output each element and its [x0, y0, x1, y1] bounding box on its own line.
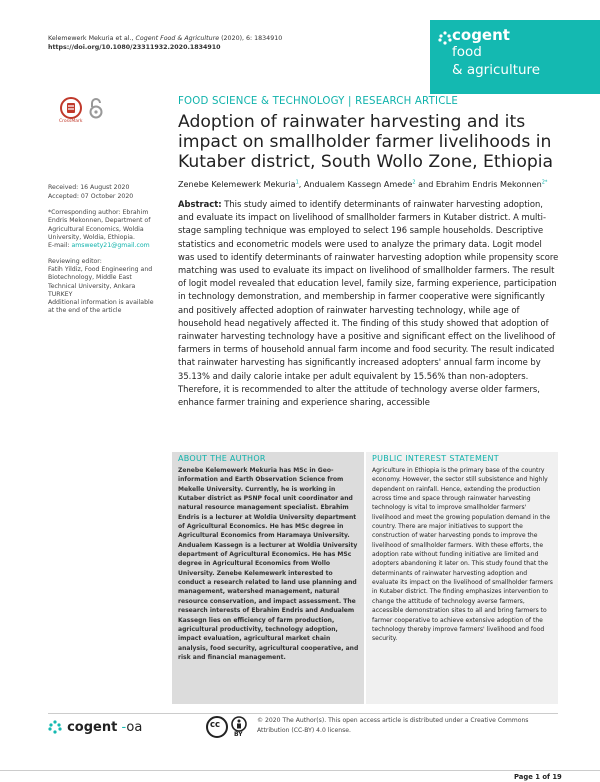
author-list: [178, 179, 547, 189]
author-name[interactable]: and Ebrahim Endris Mekonnen: [415, 179, 542, 189]
article-title: Adoption of rainwater harvesting and its impact on smallholder farmer livelihoods in Kutaber district, South Wollo Zone, Ethiopia: [178, 112, 554, 172]
article-section-label: FOOD SCIENCE & TECHNOLOGY | RESEARCH ARTICLE: [178, 96, 459, 107]
cogent-logo-icon: [438, 30, 452, 46]
cc-label: cc: [210, 720, 221, 730]
doi-link[interactable]: https://doi.org/10.1080/23311932.2020.1834910: [48, 44, 221, 51]
open-access-icon: [88, 97, 104, 119]
oa-wordmark: oa: [126, 720, 143, 735]
cogent-oa-logo[interactable]: cogent -oa: [48, 716, 142, 735]
public-interest-box: [366, 452, 558, 704]
license-statement: © 2020 The Author(s). This open access article is distributed under a Creative Commons Attribution (CC-BY) 4.0 license.: [257, 717, 529, 734]
citation-volume: (2020), 6: 1834910: [219, 35, 283, 42]
affiliation-marker: 1: [295, 179, 299, 186]
corresponding-author: *Corresponding author: Ebrahim Endris Mekonnen, Department of Agricultural Economics, Woldia University, Woldia, Ethiopia.: [48, 209, 151, 241]
received-date: Received: 16 August 2020: [48, 184, 130, 191]
accepted-date: Accepted: 07 October 2020: [48, 193, 134, 200]
abstract-label: Abstract:: [178, 199, 222, 209]
crossmark-badge[interactable]: [60, 97, 82, 125]
about-author-box: [172, 452, 364, 704]
citation-authors: Kelemewerk Mekuria et al.,: [48, 35, 136, 42]
affiliation-marker: 2: [412, 179, 416, 186]
author-name[interactable]: , Andualem Kassegn Amede: [298, 179, 413, 189]
by-label: BY: [234, 731, 243, 738]
citation-line: [48, 34, 282, 43]
footer-divider: [48, 713, 558, 714]
public-interest-text: Agriculture in Ethiopia is the primary base of the country economy. However, the sector still subsistence and highly dependent on rainfall. Hence, extending the production across time and space through rainwater harvesting technology is vital to improve smallholder farmers' livelihood and meet the growing population demand in the country. There are major initiatives to support the construction of water harvesting ponds to improve the livelihood of smallholder farmers. With these efforts, the adoption rate without funding initiative are limited and adopters abandoning it later on. This study found that the determinants of rainwater harvesting adoption and evaluate its impact on the livelihood of smallholder farmers in Kutaber district. The finding emphasizes intervention to change the attitude of technology averse farmers, accessible demonstration sites to all and bring farmers to farmer cooperative to achieve extensive adoption of the technology thereby improve farmers' livelihood and food security.: [372, 467, 553, 643]
cogent-wordmark: cogent: [67, 720, 118, 735]
public-interest-heading: PUBLIC INTEREST STATEMENT: [372, 454, 499, 463]
reviewing-editor-label: Reviewing editor:: [48, 258, 102, 265]
brand-line-1: cogent: [452, 26, 510, 44]
abstract-text: This study aimed to identify determinants of rainwater harvesting adoption, and evaluate its impact on livelihood of smallholder farmers in Kutaber district. A multi-stage sampling technique was employed to select 196 sample households. Descriptive statistics and econometric models were used to analyze the primary data. Logit model was used to identify determinants of rainwater harvesting adoption while propensity score matching was used to evaluate its impact on livelihood of smallholder farmers. The result of logit model revealed that education level, family size, farming experience, participation in technology demonstration, and membership in farmer cooperative were significantly and positively affected adoption of rainwater harvesting technology, while age of household head negatively affected it. The finding of this study showed that adoption of rainwater harvesting technology have a positive and significant effect on the livelihood of farmers in terms of household annual farm income and food security. The result indicated that rainwater harvesting has significantly increased adopters' annual farm income by 35.13% and daily calorie intake per adult equivalent by 15.56% than non-adopters. Therefore, it is recommended to alter the attitude of technology averse older farmers, enhance farmer training and experience sharing, accessible: [178, 199, 559, 408]
cc-license-badge[interactable]: [206, 716, 250, 744]
brand-line-3: & agriculture: [452, 62, 541, 78]
email-line: [48, 242, 158, 250]
crossmark-label: CrossMark: [59, 119, 83, 124]
crossmark-icon: [60, 97, 82, 121]
brand-line-2: food: [452, 44, 482, 60]
open-access-badge: [88, 97, 104, 123]
journal-brand[interactable]: [430, 20, 600, 94]
author-name[interactable]: Zenebe Kelemewerk Mekuria: [178, 179, 296, 189]
additional-info: Additional information is available at the end of the article: [48, 299, 154, 315]
abstract: [178, 198, 560, 409]
page-bottom-rule: [0, 770, 600, 771]
page-number: Page 1 of 19: [514, 773, 562, 781]
about-author-text: Zenebe Kelemewerk Mekuria has MSc in Geo-information and Earth Observation Science from Mekelle University. Currently, he is working in Kutaber district as PSNP focal unit coordinator and natural resource management specialist. Ebrahim Endris is a lecturer at Woldia University department of Agricultural Economics. He has MSc degree in Agricultural Economics from Haramaya University. Andualem Kassegn is a lecturer at Woldia University department of Agricultural Economics. He has MSc degree in Agricultural Economics from Wollo University. Zenebe Kelemewerk interested to conduct a research related to land use planning and management, watershed management, natural resource conservation, and impact assessment. The research interests of Ebrahim Endris and Andualem Kassegn lies on efficiency of farm production, agricultural productivity, technology adoption, impact evaluation, agricultural market chain analysis, food security, agricultural cooperative, and risk and financial management.: [178, 467, 359, 661]
email-link[interactable]: amsweety21@gmail.com: [71, 242, 150, 249]
cogent-dots-icon: [48, 719, 62, 735]
about-author-heading: ABOUT THE AUTHOR: [178, 454, 266, 463]
affiliation-marker: 2*: [541, 179, 548, 186]
email-label: E-mail:: [48, 242, 72, 249]
citation-journal: Cogent Food & Agriculture: [135, 35, 220, 42]
reviewing-editor: Fatih Yildiz, Food Engineering and Biotechnology, Middle East Technical University, Ankara TURKEY: [48, 266, 153, 298]
